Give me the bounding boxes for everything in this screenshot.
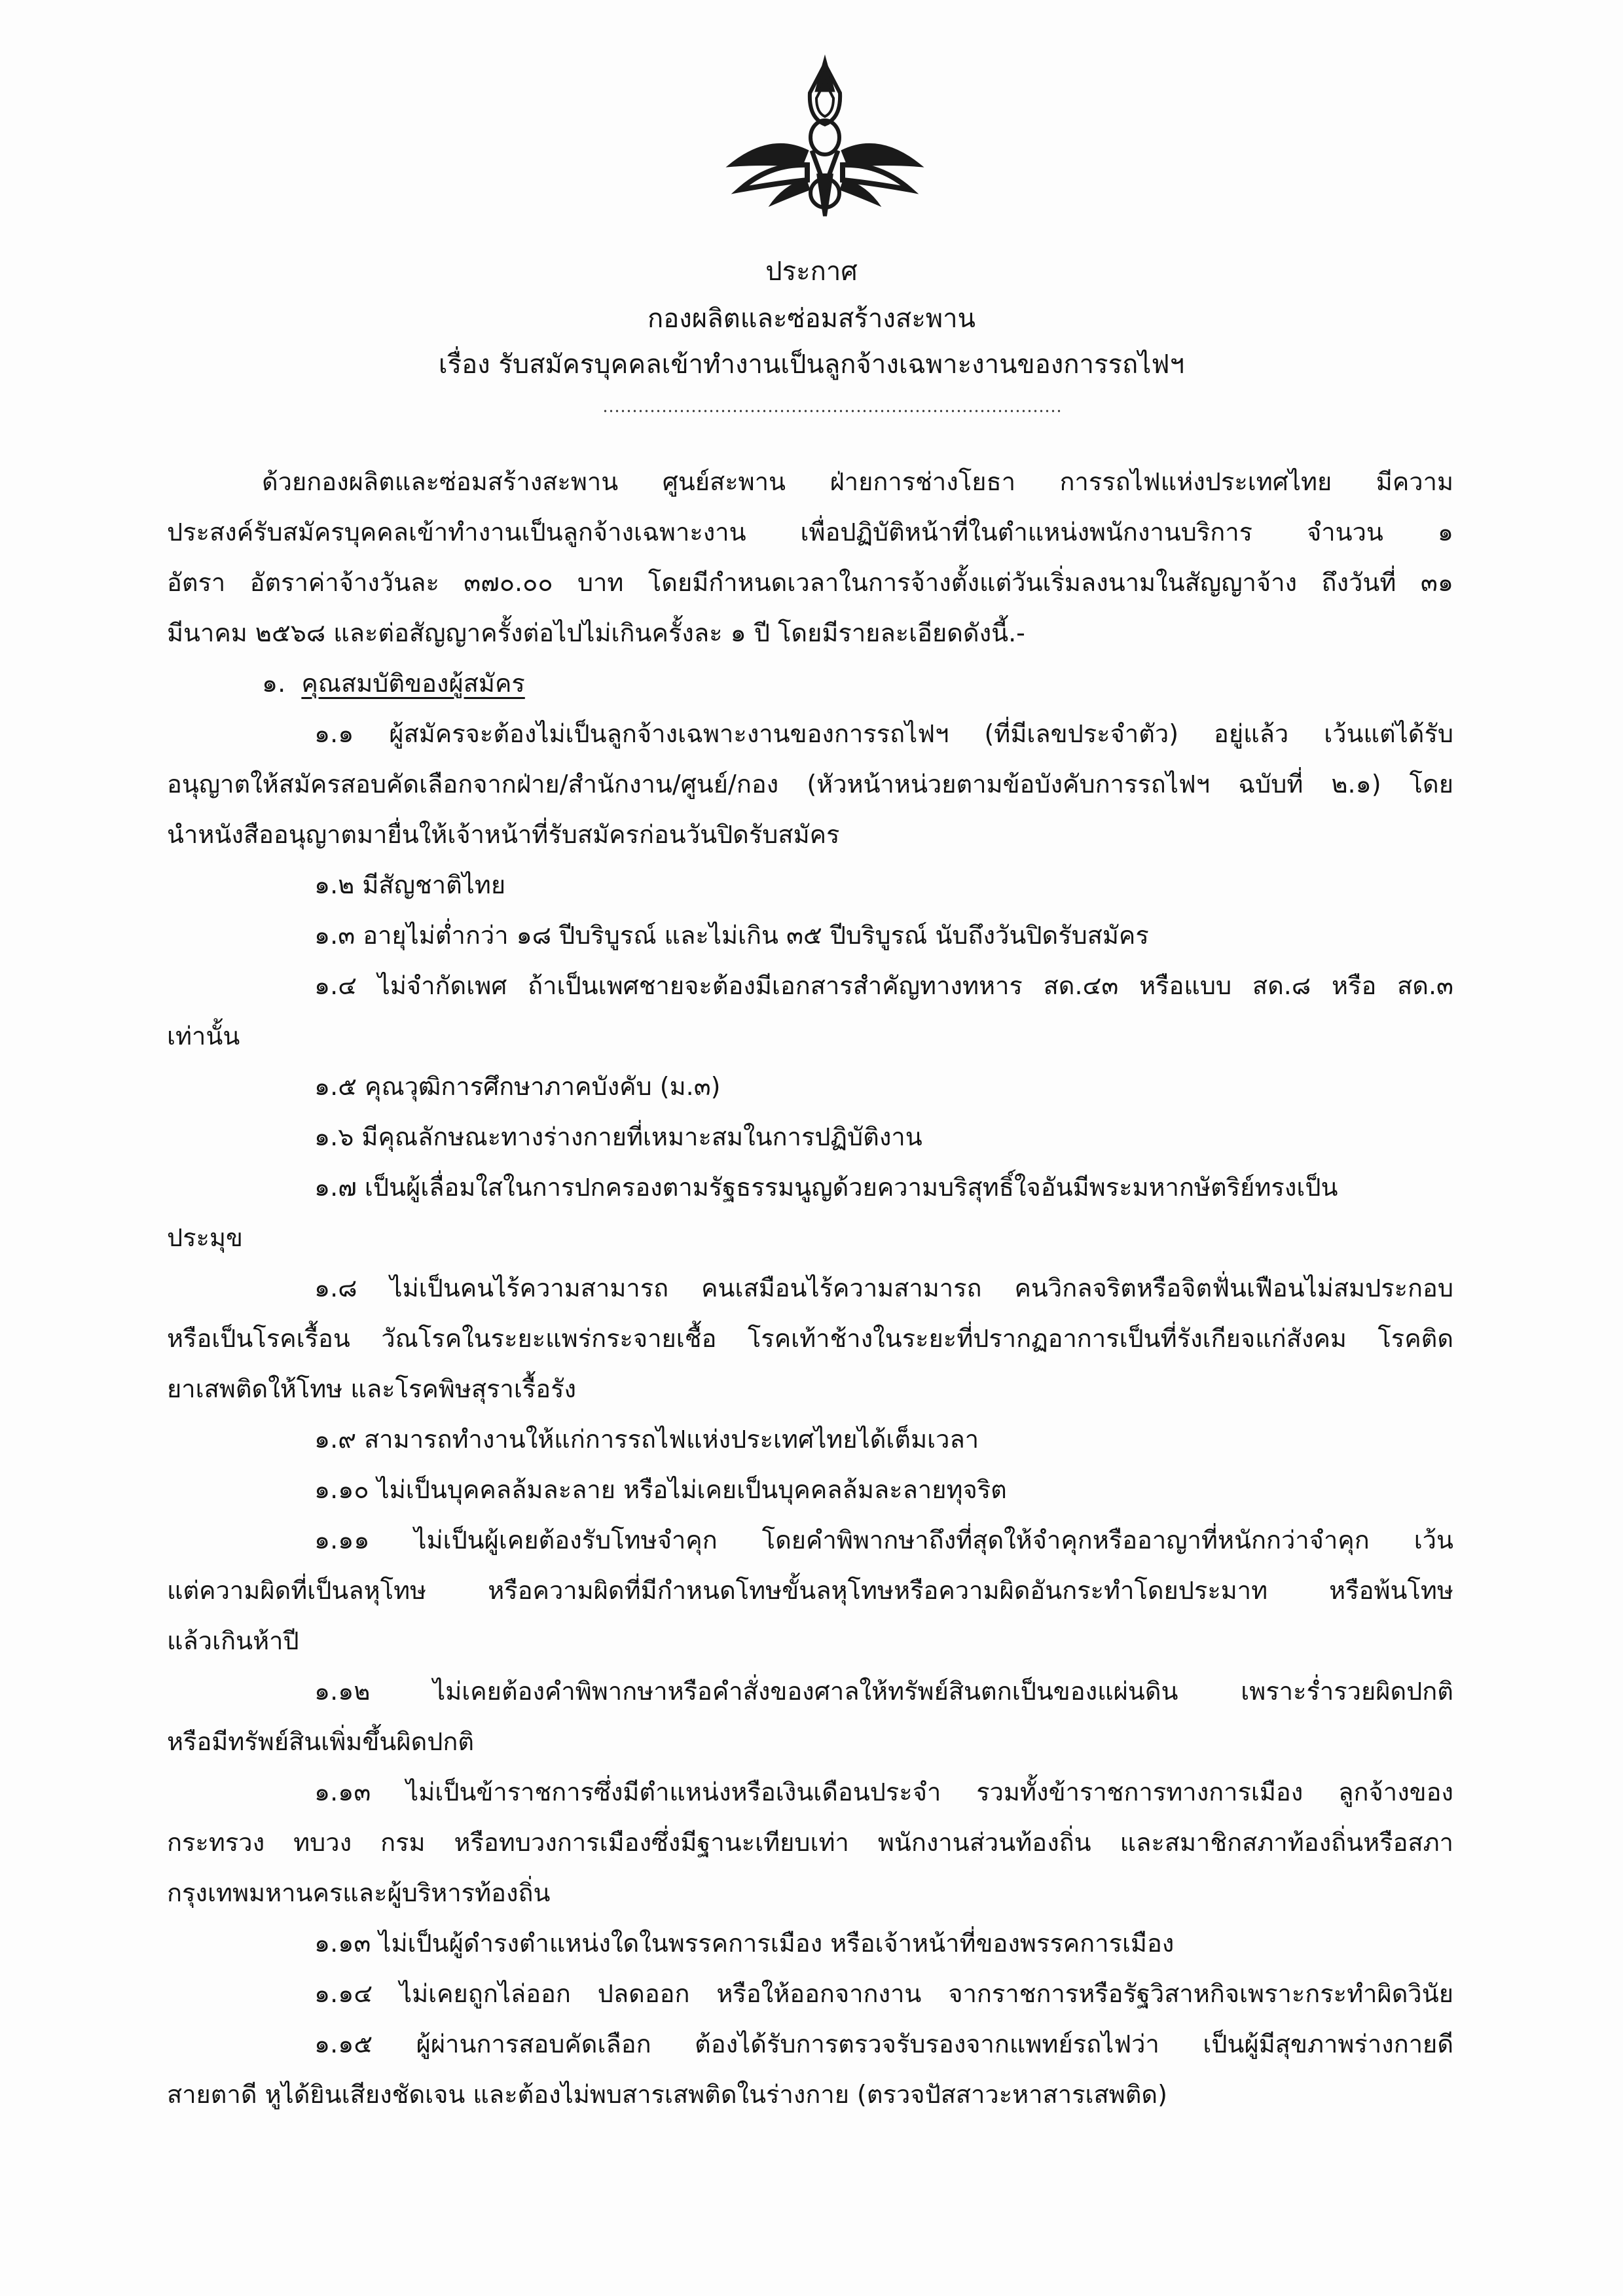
issuing-division: กองผลิตและซ่อมสร้างสะพาน bbox=[647, 304, 976, 334]
intro-line-2: ประสงค์รับสมัครบุคคลเข้าทำงานเป็นลูกจ้างเฉพาะงาน เพื่อปฏิบัติหน้าที่ในตำแหน่งพนักงานบริการ จำนวน ๑ bbox=[167, 518, 1453, 547]
item-1-13-line-1: ๑.๑๓ ไม่เป็นข้าราชการซึ่งมีตำแหน่งหรือเงินเดือนประจำ รวมทั้งข้าราชการทางการเมือง ลูกจ้างของ bbox=[314, 1778, 1453, 1806]
item-1-13-repeat: ๑.๑๓ ไม่เป็นผู้ดำรงตำแหน่งใดในพรรคการเมือง หรือเจ้าหน้าที่ของพรรคการเมือง bbox=[314, 1929, 1175, 1958]
section-heading bbox=[262, 668, 525, 699]
item-1-12-line-1: ๑.๑๒ ไม่เคยต้องคำพิพากษาหรือคำสั่งของศาลให้ทรัพย์สินตกเป็นของแผ่นดิน เพราะร่ำรวยผิดปกติ bbox=[314, 1677, 1453, 1706]
item-1-9: ๑.๙ สามารถทำงานให้แก่การรถไฟแห่งประเทศไทยได้เต็มเวลา bbox=[314, 1425, 979, 1454]
item-1-15-line-2: สายตาดี หูได้ยินเสียงชัดเจน และต้องไม่พบสารเสพติดในร่างกาย (ตรวจปัสสาวะหาสารเสพติด) bbox=[167, 2080, 1167, 2109]
item-1-12-line-2: หรือมีทรัพย์สินเพิ่มขึ้นผิดปกติ bbox=[167, 1727, 475, 1756]
item-1-14: ๑.๑๔ ไม่เคยถูกไล่ออก ปลดออก หรือให้ออกจากงาน จากราชการหรือรัฐวิสาหกิจเพราะกระทำผิดวินัย bbox=[314, 1979, 1453, 2008]
item-1-13-line-3: กรุงเทพมหานครและผู้บริหารท้องถิ่น bbox=[167, 1878, 551, 1907]
item-1-4-line-1: ๑.๔ ไม่จำกัดเพศ ถ้าเป็นเพศชายจะต้องมีเอกสารสำคัญทางทหาร สด.๔๓ หรือแบบ สด.๘ หรือ สด.๓ bbox=[314, 971, 1453, 1000]
item-1-4-line-2: เท่านั้น bbox=[167, 1022, 240, 1050]
section-number: ๑. bbox=[262, 669, 286, 698]
section-title: คุณสมบัติของผู้สมัคร bbox=[301, 669, 525, 698]
item-1-8-line-2: หรือเป็นโรคเรื้อน วัณโรคในระยะแพร่กระจายเชื้อ โรคเท้าช้างในระยะที่ปรากฏอาการเป็นที่รังเกียจแก่สังคม โรคติด bbox=[167, 1324, 1453, 1353]
item-1-7-line-2: ประมุข bbox=[167, 1223, 243, 1252]
dotted-divider bbox=[602, 409, 1061, 413]
intro-line-4: มีนาคม ๒๕๖๘ และต่อสัญญาครั้งต่อไปไม่เกินครั้งละ ๑ ปี โดยมีรายละเอียดดังนี้.- bbox=[167, 619, 1025, 647]
item-1-8-line-3: ยาเสพติดให้โทษ และโรคพิษสุราเรื้อรัง bbox=[167, 1374, 577, 1403]
item-1-5: ๑.๕ คุณวุฒิการศึกษาภาคบังคับ (ม.๓) bbox=[314, 1072, 721, 1101]
item-1-7-line-1: ๑.๗ เป็นผู้เลื่อมใสในการปกครองตามรัฐธรรมนูญด้วยความบริสุทธิ์ใจอันมีพระมหากษัตริย์ทรงเป็น bbox=[314, 1173, 1338, 1202]
item-1-2: ๑.๒ มีสัญชาติไทย bbox=[314, 870, 506, 899]
item-1-6: ๑.๖ มีคุณลักษณะทางร่างกายที่เหมาะสมในการปฏิบัติงาน bbox=[314, 1122, 922, 1151]
announcement-subject: เรื่อง รับสมัครบุคคลเข้าทำงานเป็นลูกจ้างเฉพาะงานของการรถไฟฯ bbox=[438, 350, 1185, 380]
item-1-3: ๑.๓ อายุไม่ต่ำกว่า ๑๘ ปีบริบูรณ์ และไม่เกิน ๓๕ ปีบริบูรณ์ นับถึงวันปิดรับสมัคร bbox=[314, 921, 1149, 950]
item-1-10: ๑.๑๐ ไม่เป็นบุคคลล้มละลาย หรือไม่เคยเป็นบุคคลล้มละลายทุจริต bbox=[314, 1475, 1007, 1504]
item-1-8-line-1: ๑.๘ ไม่เป็นคนไร้ความสามารถ คนเสมือนไร้ความสามารถ คนวิกลจริตหรือจิตฟั่นเฟือนไม่สมประกอบ bbox=[314, 1274, 1453, 1302]
item-1-1-line-2: อนุญาตให้สมัครสอบคัดเลือกจากฝ่าย/สำนักงาน/ศูนย์/กอง (หัวหน้าหน่วยตามข้อบังคับการรถไฟฯ ฉบับที่ ๒.๑) โดย bbox=[167, 770, 1453, 798]
item-1-1-line-1: ๑.๑ ผู้สมัครจะต้องไม่เป็นลูกจ้างเฉพาะงานของการรถไฟฯ (ที่มีเลขประจำตัว) อยู่แล้ว เว้นแต่ได้รับ bbox=[314, 719, 1453, 748]
item-1-11-line-1: ๑.๑๑ ไม่เป็นผู้เคยต้องรับโทษจำคุก โดยคำพิพากษาถึงที่สุดให้จำคุกหรืออาญาที่หนักกว่าจำคุก เว้น bbox=[314, 1526, 1453, 1554]
item-1-11-line-2: แต่ความผิดที่เป็นลหุโทษ หรือความผิดที่มีกำหนดโทษขั้นลหุโทษหรือความผิดอันกระทำโดยประมาท หรือพ้นโทษ bbox=[167, 1576, 1453, 1605]
intro-line-1: ด้วยกองผลิตและซ่อมสร้างสะพาน ศูนย์สะพาน ฝ่ายการช่างโยธา การรถไฟแห่งประเทศไทย มีความ bbox=[262, 467, 1453, 496]
intro-line-3: อัตรา อัตราค่าจ้างวันละ ๓๗๐.๐๐ บาท โดยมีกำหนดเวลาในการจ้างตั้งแต่วันเริ่มลงนามในสัญญาจ้าง ถึงวันที่ ๓๑ bbox=[167, 568, 1453, 597]
item-1-13-line-2: กระทรวง ทบวง กรม หรือทบวงการเมืองซึ่งมีฐานะเทียบเท่า พนักงานส่วนท้องถิ่น และสมาชิกสภาท้องถิ่นหรือสภา bbox=[167, 1828, 1453, 1857]
item-1-15-line-1: ๑.๑๕ ผู้ผ่านการสอบคัดเลือก ต้องได้รับการตรวจรับรองจากแพทย์รถไฟว่า เป็นผู้มีสุขภาพร่างกายดี bbox=[314, 2030, 1453, 2058]
item-1-1-line-3: นำหนังสืออนุญาตมายื่นให้เจ้าหน้าที่รับสมัครก่อนวันปิดรับสมัคร bbox=[167, 820, 840, 849]
announcement-heading: ประกาศ bbox=[765, 257, 858, 287]
item-1-11-line-3: แล้วเกินห้าปี bbox=[167, 1626, 299, 1655]
railway-emblem-icon bbox=[723, 52, 926, 229]
